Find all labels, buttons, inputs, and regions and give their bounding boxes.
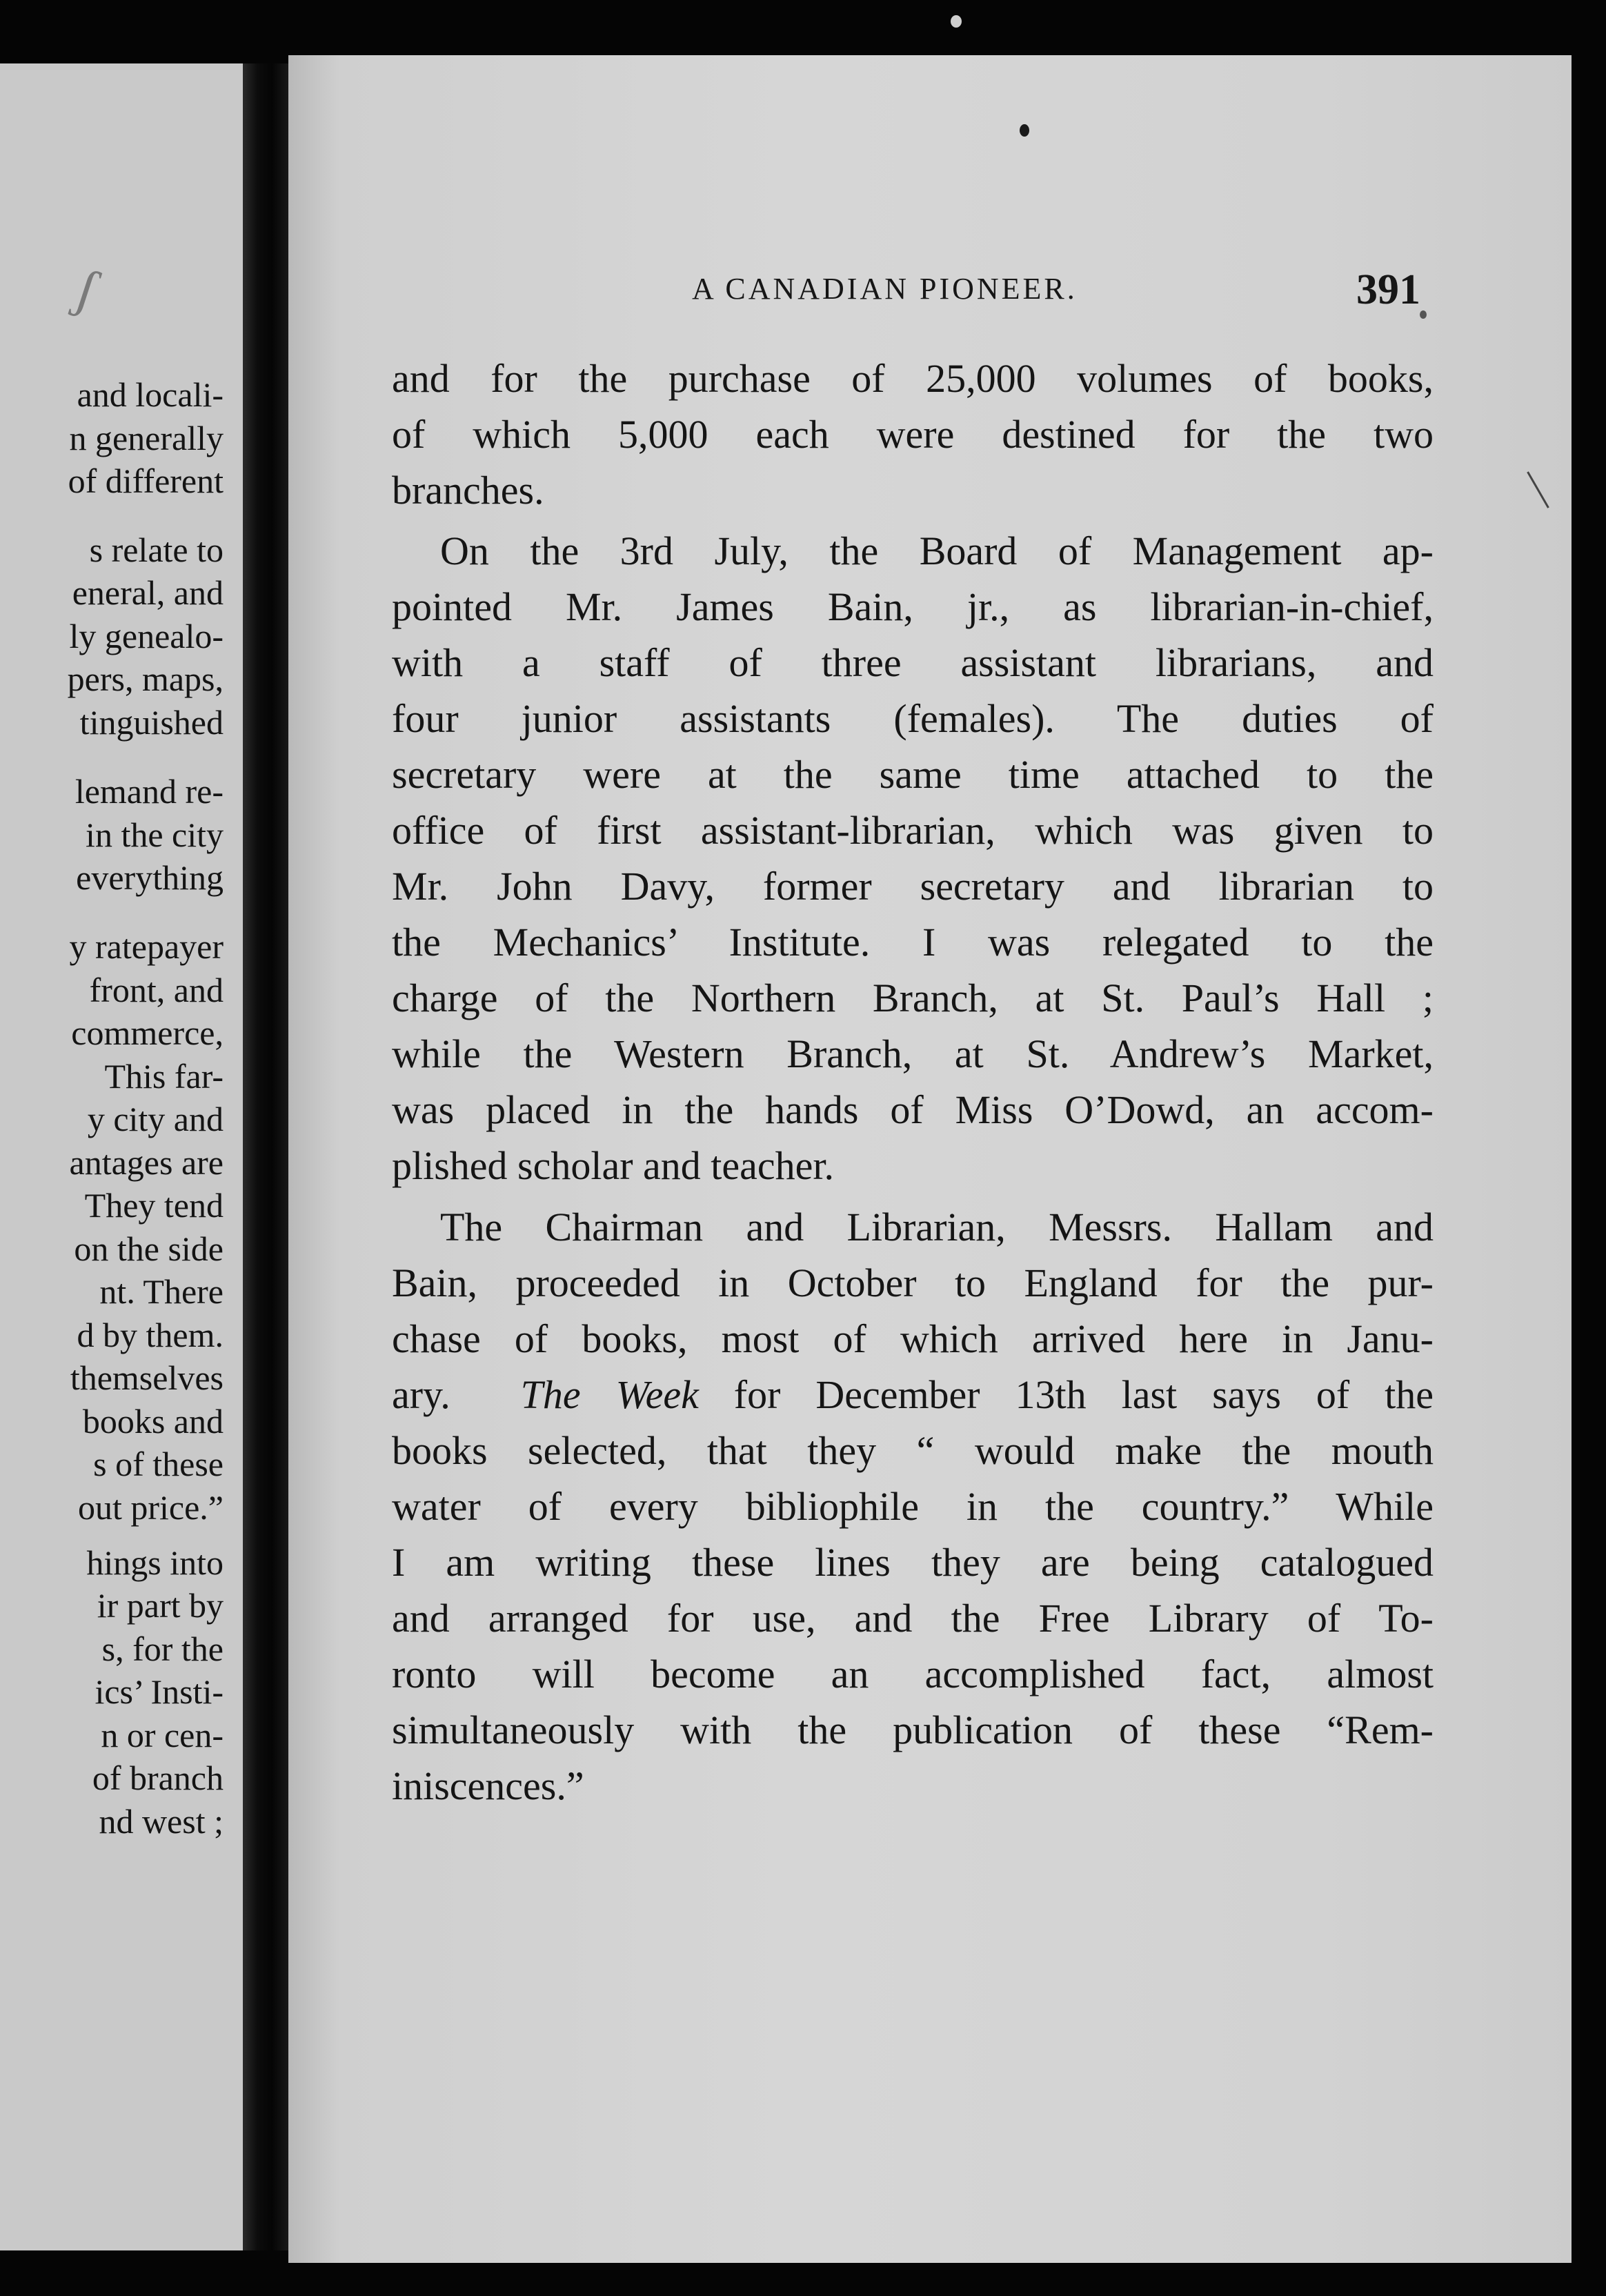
previous-page-line: eneral, and	[72, 573, 224, 612]
previous-page-line: This far-	[104, 1057, 224, 1096]
dust-speck	[951, 15, 962, 28]
running-head	[288, 266, 1572, 314]
previous-page-line: s, for the	[101, 1630, 224, 1668]
previous-page-line: n generally	[69, 419, 224, 457]
text-line: while the Western Branch, at St. Andrew’s Market,	[392, 1031, 1434, 1076]
previous-page-line: of branch	[92, 1759, 224, 1797]
previous-page-line: y city and	[87, 1100, 224, 1138]
text-line: secretary were at the same time attached to the	[392, 752, 1434, 797]
previous-page-line: y ratepayer	[69, 927, 224, 966]
previous-page-line: lemand re-	[75, 772, 224, 811]
text-line: office of first assistant-librarian, which was given to	[392, 808, 1434, 853]
text-line: Mr. John Davy, former secretary and librarian to	[392, 864, 1434, 909]
text-line: and for the purchase of 25,000 volumes of books,	[392, 356, 1434, 401]
scratch-mark	[1527, 471, 1549, 508]
text-line: and arranged for use, and the Free Library of To-	[392, 1596, 1434, 1641]
previous-page-line: nd west ;	[99, 1802, 224, 1841]
book-gutter	[243, 63, 291, 2250]
previous-page-line: hings into	[86, 1543, 224, 1582]
text-line: I am writing these lines they are being catalogued	[392, 1540, 1434, 1585]
previous-page-line: front, and	[89, 971, 224, 1009]
previous-page-line: ly genealo-	[69, 617, 224, 655]
text-line: four junior assistants (females). The duties of	[392, 696, 1434, 741]
previous-page-line: out price.”	[77, 1488, 224, 1527]
previous-page-line: in the city	[86, 815, 224, 854]
pencil-mark: ʃ	[68, 257, 105, 321]
text-line: was placed in the hands of Miss O’Dowd, an accom-	[392, 1087, 1434, 1132]
previous-page-line: books and	[82, 1402, 224, 1441]
previous-page-line: pers, maps,	[67, 660, 224, 698]
previous-page-line: nt. There	[99, 1272, 224, 1311]
text-line: Bain, proceeded in October to England for the pur-	[392, 1260, 1434, 1305]
text-line: ronto will become an accomplished fact, almost	[392, 1652, 1434, 1696]
text-line: On the 3rd July, the Board of Management ap-	[440, 528, 1434, 573]
previous-page-line: and locali-	[77, 375, 224, 414]
text-line: plished scholar and teacher.	[392, 1143, 834, 1188]
text-line	[392, 1372, 1434, 1417]
previous-page-line: d by them.	[77, 1316, 224, 1354]
previous-page-line: s relate to	[89, 531, 224, 569]
text-line: branches.	[392, 468, 544, 513]
text-line: the Mechanics’ Institute. I was relegated to the	[392, 920, 1434, 964]
text-run: ary.	[392, 1372, 521, 1417]
previous-page-line: antages are	[69, 1143, 224, 1182]
dust-speck	[1020, 124, 1029, 137]
previous-page-line: on the side	[74, 1229, 224, 1268]
text-line: The Chairman and Librarian, Messrs. Hallam and	[440, 1205, 1434, 1249]
text-line: water of every bibliophile in the country.” While	[392, 1484, 1434, 1529]
previous-page-line: They tend	[84, 1186, 224, 1225]
previous-page-line: themselves	[70, 1358, 224, 1397]
previous-page-line: of different	[68, 462, 224, 500]
text-line: books selected, that they “ would make the mouth	[392, 1428, 1434, 1473]
text-line: iniscences.”	[392, 1763, 584, 1808]
previous-page-line: n or cen-	[101, 1716, 224, 1754]
previous-page-line: everything	[76, 858, 224, 897]
running-title: A CANADIAN PIONEER.	[692, 272, 1078, 306]
text-line: chase of books, most of which arrived here in Janu-	[392, 1316, 1434, 1361]
current-page	[288, 55, 1572, 2263]
previous-page-line: ics’ Insti-	[95, 1672, 224, 1711]
previous-page-line: commerce,	[71, 1013, 224, 1052]
previous-page-fragment	[0, 63, 243, 2250]
previous-page-line: s of these	[93, 1445, 224, 1483]
text-line: charge of the Northern Branch, at St. Paul’s Hall ;	[392, 976, 1434, 1020]
text-line: with a staff of three assistant librarians, and	[392, 640, 1434, 685]
previous-page-line: ir part by	[97, 1586, 224, 1625]
periodical-title: The Week	[520, 1372, 699, 1417]
text-run: for December 13th last says of the	[698, 1372, 1434, 1417]
text-line: of which 5,000 each were destined for the two	[392, 412, 1434, 457]
text-line: pointed Mr. James Bain, jr., as librarian-in-chief,	[392, 584, 1434, 629]
previous-page-line: tinguished	[79, 703, 224, 742]
page-number: 391	[1356, 266, 1420, 313]
text-line: simultaneously with the publication of these “Rem-	[392, 1708, 1434, 1752]
